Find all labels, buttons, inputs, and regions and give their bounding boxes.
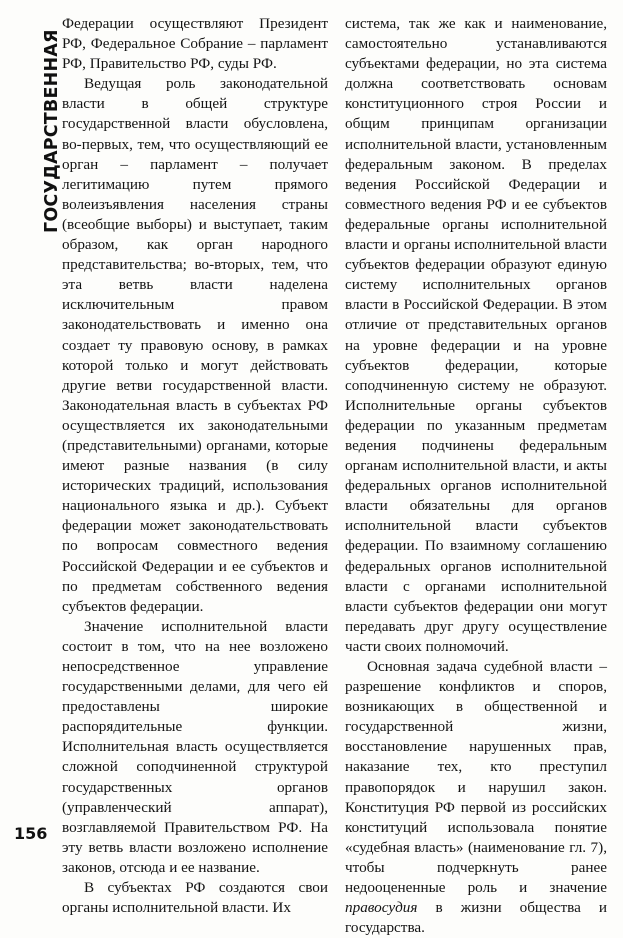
left-paragraph-4: В субъектах РФ создаются свои органы исполнительной власти. Их bbox=[62, 879, 328, 917]
right-paragraph-1: система, так же как и наименование, самостоятельно устанавливаются субъектами федерации, но эта система должна соответствовать основам конституционного строя России и общим принципам организации исполнительной власти, установленным федеральным законом. В пределах ведения Российской Федерации и совместного ведения РФ и ее субъектов федеральные органы исполнительной власти и органы исполнительной власти субъектов федерации образуют единую систему исполнительных органов власти в Российской Федерации. В этом отличие от представительных органов на уровне федерации и на уровне субъектов федерации, которые соподчиненную систему не образуют. Исполнительные органы субъектов федерации по указанным предметам ведения подчинены федеральным органам исполнительной власти, и акты федеральных органов исполнительной власти обязательны для органов исполнительной власти субъектов федерации. По взаимному соглашению федеральных органов исполнительной власти с органами исполнительной власти субъектов федерации они могут передавать друг другу осуществление части своих полномочий. bbox=[345, 15, 607, 655]
left-text-column bbox=[62, 14, 328, 918]
right-paragraph-2-text: Основная задача судебной власти – разрешение конфликтов и споров, возникающих в общественной и государственной жизни, восстановление нарушенных прав, наказание тех, кто преступил правопорядок и нарушил закон. Конституция РФ первой из российских конституций использовала понятие «судебная власть» (наименование гл. 7), чтобы подчеркнуть ранее недооцененные роль и значение bbox=[345, 658, 607, 897]
left-paragraph-3: Значение исполнительной власти состоит в том, что на нее возложено непосредственное управление государственными делами, для чего ей предоставлены широкие распорядительные функции. Исполнительная власть осуществляется сложной соподчиненной структурой государственных органов (управленческий аппарат), возглавляемой Правительством РФ. На эту ветвь власти возложено исполнение законов, отсюда и ее название. bbox=[62, 617, 328, 876]
left-paragraph-1: Федерации осуществляют Президент РФ, Федеральное Собрание – парламент РФ, Правительство РФ, суды РФ. bbox=[62, 15, 328, 73]
right-paragraph-2 bbox=[345, 657, 607, 938]
page-number: 156 bbox=[14, 824, 48, 843]
emphasis-justice: правосудия bbox=[345, 899, 418, 917]
side-section-title bbox=[28, 28, 62, 233]
right-text-column bbox=[345, 14, 607, 938]
right-paragraph-2-tail: в жизни общества и государства. bbox=[345, 899, 608, 937]
left-paragraph-2: Ведущая роль законодательной власти в общей структуре государственной власти обусловлена, во-первых, тем, что осуществляющий ее орган – парламент – получает легитимацию путем прямого волеизъявления населения страны (всеобщие выборы) и выступает, таким образом, как орган народного представительства; во-вторых, тем, что эта ветвь власти наделена исключительным правом законодательствовать и именно она создает ту правовую основу, в рамках которой только и могут действовать другие ветви государственной власти. Законодательная власть в субъектах РФ осуществляется их законодательными (представительными) органами, которые имеют разные названия (в силу исторических традиций, использования национального языка и др.). Субъект федерации может законодательствовать по вопросам совместного ведения Российской Федерации и ее субъектов и по предметам собственного ведения субъектов федерации. bbox=[62, 75, 328, 615]
side-section-title-text: ГОСУДАРСТВЕННАЯ bbox=[42, 29, 62, 233]
